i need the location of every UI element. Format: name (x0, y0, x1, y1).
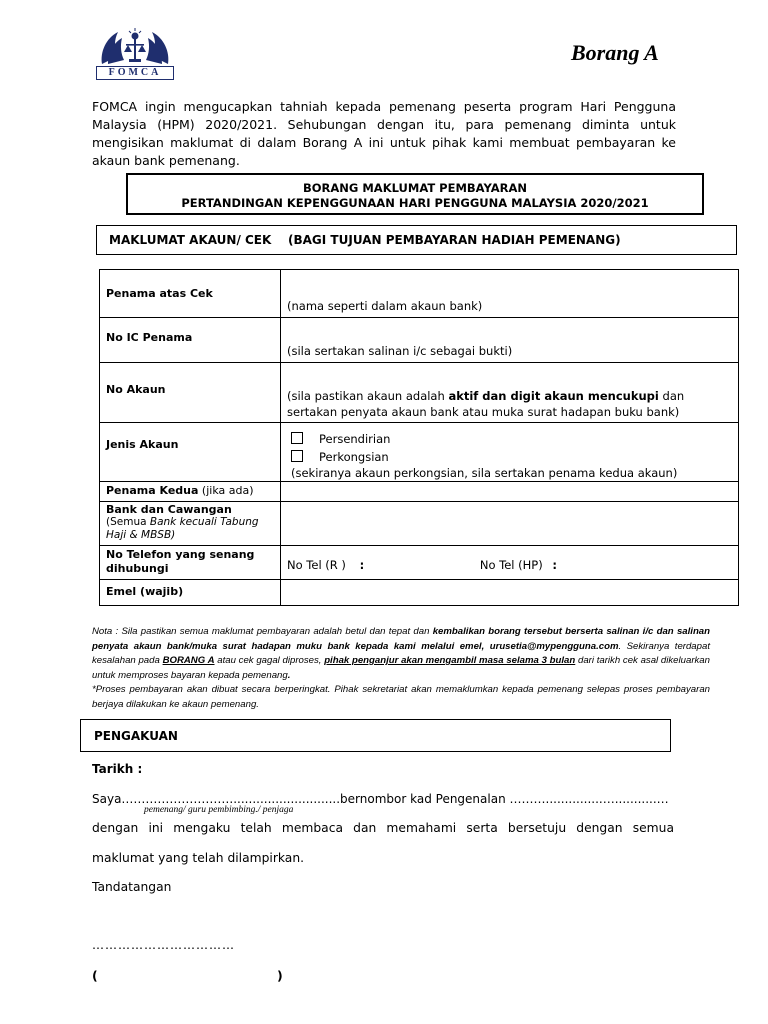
hint-ic: (sila sertakan salinan i/c sebagai bukti) (287, 344, 513, 358)
intro-paragraph: FOMCA ingin mengucapkan tahniah kepada pemenang peserta program Hari Pengguna Malaysia (HPM) 2020/2021. Sehubungan dengan itu, para pemenang diminta untuk mengisikan maklumat di dalam Borang A ini untuk pihak kami membuat pembayaran ke akaun bank pemenang. (92, 99, 676, 168)
note-paragraph (92, 625, 710, 712)
field-tel[interactable] (281, 546, 739, 580)
checkbox-persendirian[interactable] (291, 432, 303, 444)
pengakuan-header: PENGAKUAN (80, 719, 671, 752)
label-ic: No IC Penama (100, 318, 281, 363)
field-penama[interactable] (281, 270, 739, 318)
tel-r-label: No Tel (R ) (287, 558, 346, 572)
row-emel (100, 580, 739, 606)
title-line-2: PERTANDINGAN KEPENGGUNAAN HARI PENGGUNA MALAYSIA 2020/2021 (181, 196, 649, 210)
saya-line: Saya……………………….............................bernombor kad Pengenalan ………...............…...........… (92, 792, 669, 806)
row-ic (100, 318, 739, 363)
label-penama: Penama atas Cek (100, 270, 281, 318)
field-ic[interactable] (281, 318, 739, 363)
note-p3: atau cek gagal diproses, (214, 655, 325, 666)
tel-r-colon: : (359, 558, 365, 572)
name-paren-close: ) (277, 968, 283, 983)
hint-akaun-post: dan (658, 389, 685, 403)
field-bank[interactable] (281, 502, 739, 546)
account-header-text: MAKLUMAT AKAUN/ CEK (BAGI TUJUAN PEMBAYARAN HADIAH PEMENANG) (109, 233, 621, 247)
note-p2: . Sekiranya terdapat kesalahan pada (92, 640, 710, 666)
row-tel (100, 546, 739, 580)
note-p1-bold: kembalikan borang tersebut berserta salinan i/c dan salinan penyata akaun bank/muka surat hadapan muku bank kepada kami melalui emel, urusetia@mypengguna.com (92, 626, 711, 652)
note-p5: *Proses pembayaran akan dibuat secara berperingkat. Pihak sekretariat akan memaklumkan kepada pemenang selepas proses pembayaran berjaya dilakukan ke akaun pemenang. (92, 684, 710, 710)
label-jenis: Jenis Akaun (100, 423, 281, 482)
note-p1: Nota : Sila pastikan semua maklumat pembayaran adalah betul dan tepat dan (92, 626, 433, 637)
opt-perkongsian: Perkongsian (319, 450, 389, 464)
saya-subtitle: pemenang/ guru pembimbing./ penjaga (144, 805, 294, 815)
label-emel: Emel (wajib) (100, 580, 281, 606)
label-akaun: No Akaun (100, 363, 281, 423)
hint-akaun-bold: aktif dan digit akaun mencukupi (448, 389, 659, 403)
logo-text: FOMCA (96, 66, 174, 80)
hint-jenis: (sekiranya akaun perkongsian, sila sertakan penama kedua akaun) (291, 466, 678, 480)
hint-akaun-line2: sertakan penyata akaun bank atau muka surat hadapan buku bank) (287, 405, 680, 419)
row-penama (100, 270, 739, 318)
field-kedua[interactable] (281, 482, 739, 502)
label-kedua-sub: (jika ada) (198, 484, 254, 497)
fomca-logo (96, 26, 174, 82)
note-p2-bold: BORANG A (162, 655, 215, 666)
tandatangan-label: Tandatangan (92, 880, 172, 894)
label-tel: No Telefon yang senang dihubungi (100, 546, 281, 580)
tarikh-label: Tarikh : (92, 762, 143, 776)
payment-form-table (99, 269, 739, 606)
label-bank (100, 502, 281, 546)
account-section-header (96, 225, 737, 255)
row-bank (100, 502, 739, 546)
label-bank-sub-italic: Bank kecuali Tabung Haji & MBSB) (106, 516, 259, 541)
opt-persendirian: Persendirian (319, 432, 391, 446)
note-p3-bold: pihak penganjur akan mengambil masa selama 3 bulan (324, 655, 576, 666)
form-title-box (126, 173, 704, 215)
row-kedua (100, 482, 739, 502)
field-jenis (281, 423, 739, 482)
name-paren-open: ( (92, 968, 98, 983)
row-jenis (100, 423, 739, 482)
note-p4: dari tarikh cek asal dikeluarkan untuk memproses bayaran kepada pemenang (92, 655, 710, 681)
label-kedua (100, 482, 281, 502)
checkbox-perkongsian[interactable] (291, 450, 303, 462)
form-title: Borang A (571, 40, 659, 65)
title-line-1: BORANG MAKLUMAT PEMBAYARAN (303, 181, 527, 195)
hint-akaun-pre: (sila pastikan akaun adalah (287, 389, 449, 403)
declaration-line-1: dengan ini mengaku telah membaca dan memahami serta bersetuju dengan semua (92, 821, 674, 835)
tel-hp-label: No Tel (HP) (479, 558, 543, 572)
hint-penama: (nama seperti dalam akaun bank) (287, 299, 483, 313)
signature-line[interactable]: …………………………… (92, 938, 235, 952)
note-p4-end: . (287, 669, 291, 681)
declaration-line-2: maklumat yang telah dilampirkan. (92, 851, 305, 865)
row-akaun (100, 363, 739, 423)
label-bank-text: Bank dan Cawangan (106, 503, 232, 516)
logo-emblem-icon (96, 26, 174, 66)
label-kedua-text: Penama Kedua (106, 484, 199, 497)
field-emel[interactable] (281, 580, 739, 606)
label-bank-sub-pre: (Semua (106, 516, 150, 528)
field-akaun[interactable] (281, 363, 739, 423)
tel-hp-colon: : (552, 558, 557, 572)
